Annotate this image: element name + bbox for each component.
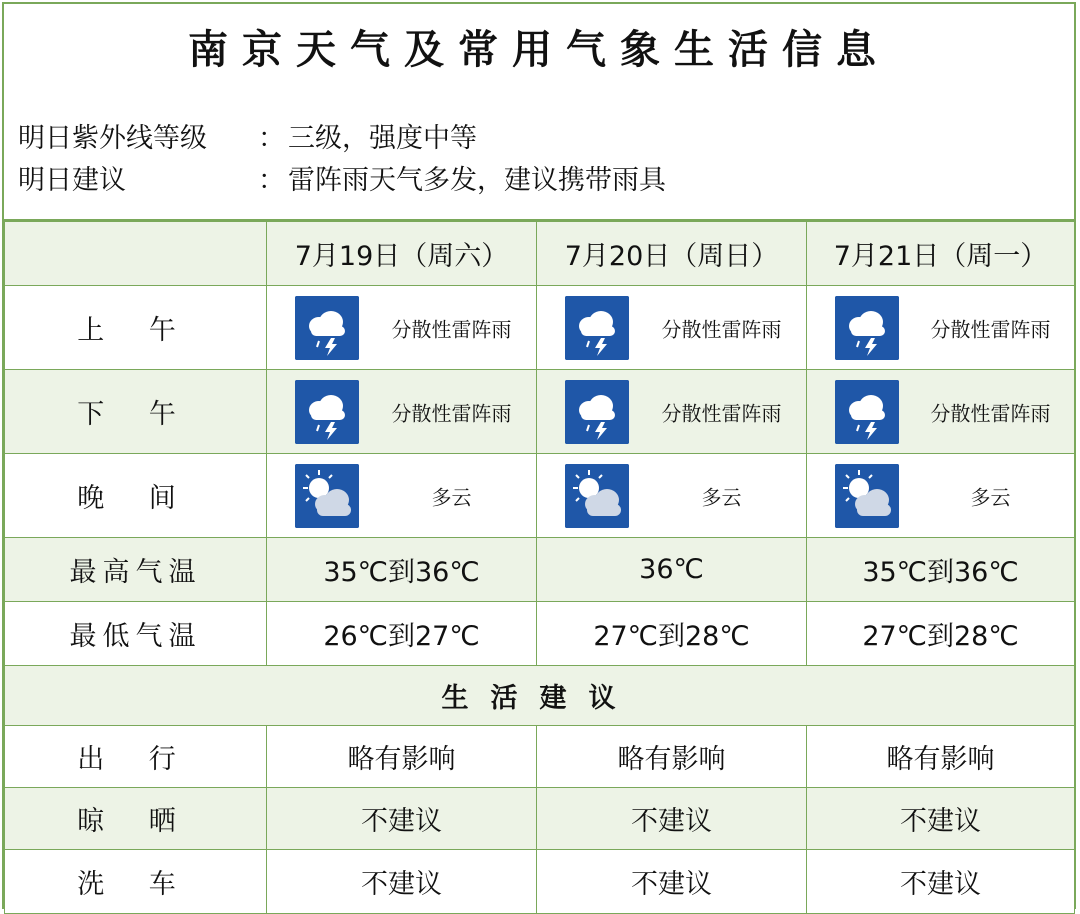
partly-cloudy-icon — [835, 464, 899, 528]
advice-value: 不建议 — [807, 788, 1075, 850]
max-temp-row — [5, 538, 1075, 602]
weather-desc: 分散性雷阵雨 — [661, 317, 782, 341]
uv-colon: ： — [258, 123, 285, 154]
forecast-table — [4, 221, 1075, 914]
row-label: 最低气温 — [5, 602, 267, 666]
section-title: 生活建议 — [5, 666, 1075, 726]
life-row-drying — [5, 788, 1075, 850]
weather-row-morning — [5, 286, 1075, 370]
advice-value: 不建议 — [807, 850, 1075, 914]
advice-label: 明日建议 — [18, 165, 126, 196]
date-header-row — [5, 222, 1075, 286]
life-advice-header — [5, 666, 1075, 726]
advice-value: 不建议 — [267, 850, 537, 914]
row-label: 下 午 — [5, 370, 267, 454]
weather-row-evening — [5, 454, 1075, 538]
weather-desc: 多云 — [701, 485, 742, 509]
advice-value: 不建议 — [267, 788, 537, 850]
weather-row-afternoon — [5, 370, 1075, 454]
weather-desc: 多云 — [970, 485, 1011, 509]
thunderstorm-icon — [565, 380, 629, 444]
advice-value: 不建议 — [537, 788, 807, 850]
weather-cell — [537, 286, 807, 370]
day-header: 7月20日（周日） — [537, 222, 807, 286]
weather-desc: 分散性雷阵雨 — [930, 401, 1051, 425]
life-row-travel — [5, 726, 1075, 788]
thunderstorm-icon — [295, 380, 359, 444]
weather-cell — [537, 454, 807, 538]
temp-value: 27℃到28℃ — [807, 602, 1075, 666]
temp-value: 35℃到36℃ — [267, 538, 537, 602]
weather-cell — [267, 370, 537, 454]
advice-colon: ： — [258, 165, 285, 196]
row-label: 最高气温 — [5, 538, 267, 602]
temp-value: 27℃到28℃ — [537, 602, 807, 666]
weather-sheet — [2, 2, 1076, 909]
row-label: 洗 车 — [5, 850, 267, 914]
row-label: 上 午 — [5, 286, 267, 370]
advice-value: 雷阵雨天气多发，建议携带雨具 — [288, 165, 666, 196]
row-label: 晾 晒 — [5, 788, 267, 850]
weather-cell — [267, 286, 537, 370]
row-label: 晚 间 — [5, 454, 267, 538]
thunderstorm-icon — [295, 296, 359, 360]
uv-label: 明日紫外线等级 — [18, 123, 207, 154]
advice-value: 不建议 — [537, 850, 807, 914]
temp-value: 26℃到27℃ — [267, 602, 537, 666]
uv-value: 三级，强度中等 — [288, 123, 477, 154]
thunderstorm-icon — [565, 296, 629, 360]
day-header: 7月19日（周六） — [267, 222, 537, 286]
thunderstorm-icon — [835, 296, 899, 360]
page-title: 南京天气及常用气象生活信息 — [188, 27, 890, 73]
weather-desc: 多云 — [431, 485, 472, 509]
weather-cell — [267, 454, 537, 538]
header — [4, 4, 1074, 221]
row-label: 出 行 — [5, 726, 267, 788]
weather-cell — [807, 454, 1075, 538]
partly-cloudy-icon — [295, 464, 359, 528]
weather-cell — [807, 286, 1075, 370]
partly-cloudy-icon — [565, 464, 629, 528]
temp-value: 35℃到36℃ — [807, 538, 1075, 602]
weather-cell — [807, 370, 1075, 454]
life-row-carwash — [5, 850, 1075, 914]
advice-value: 略有影响 — [537, 726, 807, 788]
weather-desc: 分散性雷阵雨 — [391, 401, 512, 425]
day-header: 7月21日（周一） — [807, 222, 1075, 286]
temp-value: 36℃ — [537, 538, 807, 602]
weather-desc: 分散性雷阵雨 — [391, 317, 512, 341]
weather-cell — [537, 370, 807, 454]
thunderstorm-icon — [835, 380, 899, 444]
weather-desc: 分散性雷阵雨 — [930, 317, 1051, 341]
weather-desc: 分散性雷阵雨 — [661, 401, 782, 425]
advice-value: 略有影响 — [267, 726, 537, 788]
min-temp-row — [5, 602, 1075, 666]
corner-cell — [5, 222, 267, 286]
advice-value: 略有影响 — [807, 726, 1075, 788]
